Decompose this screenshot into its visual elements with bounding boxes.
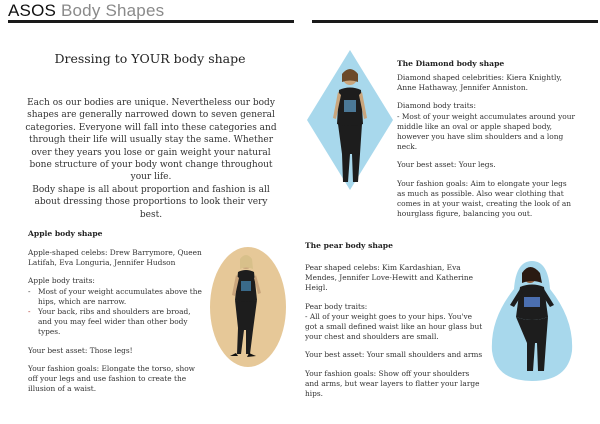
apple-section bbox=[28, 248, 204, 394]
diamond-traits: - Most of your weight accumulates around your middle like an oval or apple shaped body, however you have slim shoulders and a long neck. bbox=[397, 111, 576, 152]
document-title bbox=[8, 1, 164, 21]
pear-section bbox=[305, 263, 485, 399]
document-subtitle: Body Shapes bbox=[60, 1, 165, 20]
apple-trait: Your back, ribs and shoulders are broad, and you may feel wider than other body types. bbox=[38, 307, 191, 337]
pear-celebs: Pear shaped celebs: Kim Kardashian, Eva Mendes, Jennifer Love-Hewitt and Katherine Heigl. bbox=[305, 263, 474, 293]
apple-shape-illustration bbox=[208, 245, 288, 369]
list-item bbox=[28, 307, 204, 338]
apple-trait: Most of your weight accumulates above the hips, which are narrow. bbox=[38, 286, 202, 306]
bullet-marker: - bbox=[28, 307, 31, 317]
pear-best-asset: Your best asset: Your small shoulders and arms bbox=[305, 350, 483, 360]
pear-shape-illustration bbox=[490, 257, 574, 383]
intro-paragraph: Each os our bodies are unique. Nevertheless our body shapes are generally narrowed down to seven general categories. Everyone will fall into these categories and through their life will usually stay the same. Whether over they years you lose or gain weight your natural bone structure of your body wont change throughout your life. bbox=[25, 98, 277, 183]
intro-text bbox=[22, 97, 280, 221]
apple-traits-heading: Apple body traits: bbox=[28, 276, 95, 286]
apple-best-asset: Your best asset: Those legs! bbox=[28, 345, 133, 355]
intro-paragraph: Body shape is all about proportion and fashion is all about dressing those proportions to look their very best. bbox=[32, 184, 270, 220]
diamond-celebs: Diamond shaped celebrities: Kiera Knightly, Anne Hathaway, Jennifer Anniston. bbox=[397, 73, 562, 93]
apple-fashion-goals: Your fashion goals: Elongate the torso, show off your legs and use fashion to create the illusion of a waist. bbox=[28, 363, 195, 394]
pear-traits: - All of your weight goes to your hips. You've got a small defined waist like an hour glass but your chest and shoulders are small. bbox=[305, 311, 483, 342]
pear-heading: The pear body shape bbox=[305, 241, 393, 250]
page-heading: Dressing to YOUR body shape bbox=[54, 51, 246, 66]
diamond-best-asset: Your best asset: Your legs. bbox=[397, 160, 496, 170]
apple-heading: Apple body shape bbox=[28, 229, 103, 238]
apple-celebs: Apple-shaped celebs: Drew Barrymore, Queen Latifah, Eva Longuria, Jennifer Hudson bbox=[28, 248, 202, 268]
brand-name: ASOS bbox=[8, 1, 57, 20]
diamond-traits-heading: Diamond body traits: bbox=[397, 101, 476, 111]
header-rule-right bbox=[312, 20, 598, 23]
pear-fashion-goals: Your fashion goals: Show off your shoulders and arms, but wear layers to flatter your large hips. bbox=[305, 368, 480, 399]
diamond-shape-illustration bbox=[305, 48, 395, 198]
diamond-section bbox=[397, 73, 577, 219]
pear-traits-heading: Pear body traits: bbox=[305, 301, 368, 311]
diamond-heading: The Diamond body shape bbox=[397, 59, 505, 68]
bullet-marker: - bbox=[28, 286, 31, 296]
header-rule-left bbox=[8, 20, 294, 23]
apple-traits-list bbox=[28, 287, 204, 338]
list-item bbox=[28, 287, 204, 307]
diamond-fashion-goals: Your fashion goals: Aim to elongate your legs as much as possible. Also wear clothing that comes in at your waist, creating the look of an hourglass figure, balancing you out. bbox=[397, 178, 572, 219]
